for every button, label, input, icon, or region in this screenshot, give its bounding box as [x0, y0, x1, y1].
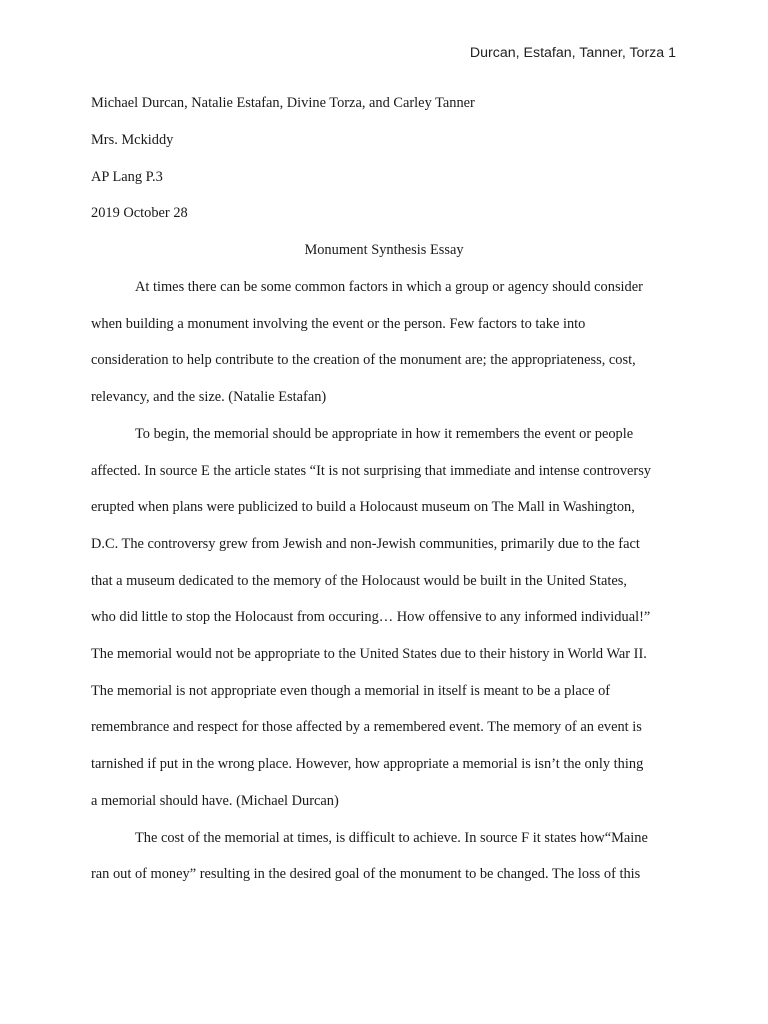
body-line: The memorial is not appropriate even though a memorial in itself is meant to be a place of [91, 683, 611, 699]
teacher-line: Mrs. Mckiddy [91, 132, 174, 148]
date-line: 2019 October 28 [91, 205, 188, 221]
author-line: Michael Durcan, Natalie Estafan, Divine Torza, and Carley Tanner [91, 95, 475, 111]
course-line: AP Lang P.3 [91, 169, 163, 185]
body-line: who did little to stop the Holocaust from occuring… How offensive to any informed individual!” [91, 609, 651, 625]
essay-title: Monument Synthesis Essay [304, 242, 464, 258]
body-line: erupted when plans were publicized to build a Holocaust museum on The Mall in Washington, [91, 499, 635, 515]
body-line: relevancy, and the size. (Natalie Estafan) [91, 389, 327, 405]
body-line: when building a monument involving the event or the person. Few factors to take into [91, 316, 586, 332]
body-line: ran out of money” resulting in the desired goal of the monument to be changed. The loss of this [91, 866, 641, 882]
body-line: a memorial should have. (Michael Durcan) [91, 793, 339, 809]
body-line: D.C. The controversy grew from Jewish and non-Jewish communities, primarily due to the fact [91, 536, 640, 552]
body-line: affected. In source E the article states “It is not surprising that immediate and intense controversy [91, 463, 651, 479]
body-line: To begin, the memorial should be appropriate in how it remembers the event or people [135, 426, 634, 442]
running-head: Durcan, Estafan, Tanner, Torza 1 [469, 45, 676, 61]
body-line: tarnished if put in the wrong place. However, how appropriate a memorial is isn’t the only thing [91, 756, 644, 772]
body-line: consideration to help contribute to the creation of the monument are; the appropriateness, cost, [91, 352, 636, 368]
body-line: The cost of the memorial at times, is difficult to achieve. In source F it states how“Maine [135, 830, 648, 846]
body-line: The memorial would not be appropriate to the United States due to their history in World War II. [91, 646, 647, 662]
body-line: that a museum dedicated to the memory of the Holocaust would be built in the United States, [91, 573, 627, 589]
body-line: At times there can be some common factors in which a group or agency should consider [135, 279, 643, 295]
body-line: remembrance and respect for those affected by a remembered event. The memory of an event is [91, 719, 642, 735]
